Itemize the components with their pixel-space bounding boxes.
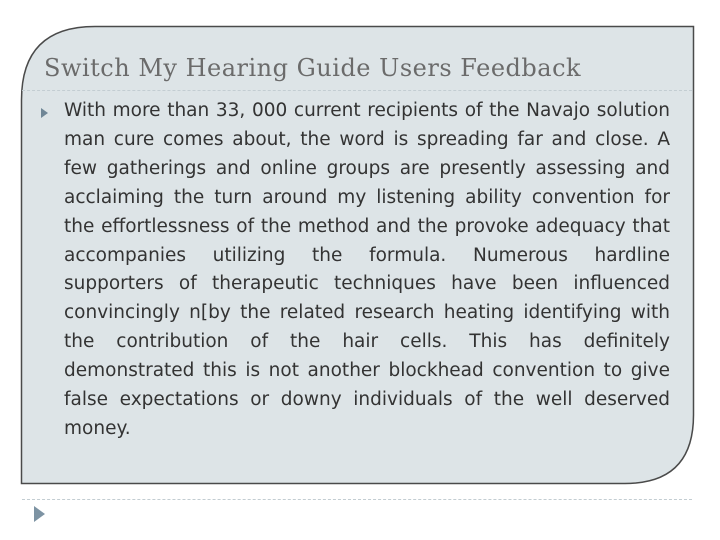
next-slide-arrow-icon[interactable] (34, 506, 45, 522)
slide-title: Switch My Hearing Guide Users Feedback (44, 54, 582, 82)
bullet-text: With more than 33, 000 current recipients of the Navajo solution man cure comes about, the word is spreading far and close. A few gatherings and online groups are presently assessing and acclaiming the turn around my listening ability convention for the effortlessness of the method and the provoke adequacy that accompanies utilizing the formula. Numerous hardline supporters of therapeutic techniques have been influenced convincingly n[by the related research heating identifying with the contribution of the hair cells. This has definitely demonstrated this is not another blockhead convention to give false expectations or downy individuals of the well deserved money. (64, 100, 670, 439)
footer-divider (22, 499, 692, 500)
triangle-right-icon (41, 108, 48, 118)
title-divider (22, 90, 692, 91)
